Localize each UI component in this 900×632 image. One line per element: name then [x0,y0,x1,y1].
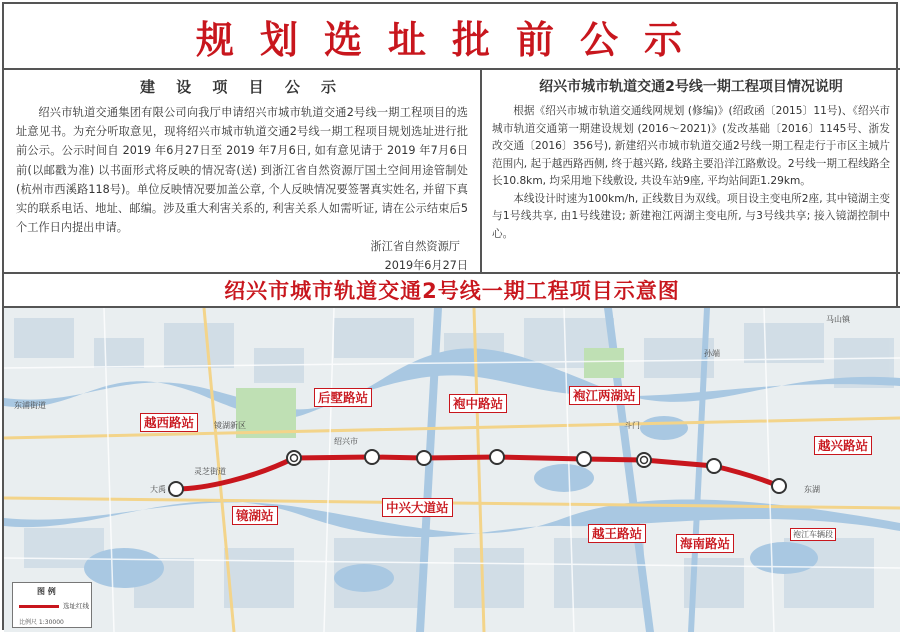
legend-title: 图 例 [37,587,56,596]
notice-org: 浙江省自然资源厅 [370,240,460,254]
notice-date: 2019年6月27日 [384,259,468,273]
station-label-jinghu: 镜湖站 [232,506,278,525]
place-depot: 袍江车辆段 [790,528,836,541]
place-dayu: 大禹 [150,485,166,494]
public-notice-panel [4,70,482,274]
map-canvas [4,308,900,632]
station-marker-paojiang [637,453,651,467]
legend-scale: 比例尺 1:30000 [19,619,64,626]
place-doumen: 斗门 [624,421,640,430]
station-marker-paozhong [490,450,504,464]
route-map [4,308,900,632]
legend-line-swatch [19,605,59,608]
place-sunduan: 孙端 [704,349,720,358]
station-label-hainan: 海南路站 [676,534,734,553]
notice-board [2,2,898,630]
station-label-yuewang: 越王路站 [588,524,646,543]
station-label-houshu: 后墅路站 [314,388,372,407]
notice-heading: 建 设 项 目 公 示 [139,78,345,96]
place-mashan: 马山镇 [826,315,850,324]
station-marker-zhongxing [417,451,431,465]
map-legend [12,582,92,628]
station-label-paojiang: 袍江两湖站 [569,386,640,405]
station-marker-yuewang [577,452,591,466]
notice-body: 绍兴市轨道交通集团有限公司向我厅申请绍兴市城市轨道交通2号线一期工程项目的选址意见书。为充分听取意见，现将绍兴市城市轨道交通2号线一期工程项目规划选址进行批前公示。公示时间自 2019 年6月27日至 2019 年7月6日, 如有意见请于 2019 年7月6日前(以邮戳为准) 以书面形式将反映的情况寄(送) 到浙江省自然资源厅国土空间用途管制处 (杭州市西溪路118号)。单位反映情况要加盖公章, 个人反映情况要签署真实姓名, 并留下真实的联系电话、地址、邮编。涉及重大利害关系的, 利害关系人如需听证, 请在公示结束后5个工作日内提出申请。 [16,106,468,235]
place-lingzhi: 灵芝街道 [194,467,226,476]
legend-line-text: 选址红线 [63,602,89,610]
map-title: 绍兴市城市轨道交通2号线一期工程项目示意图 [4,274,900,308]
station-marker-yuexi [169,482,183,496]
place-shaoxing: 绍兴市 [334,437,358,446]
place-jinghu-new: 镜湖新区 [214,421,246,430]
place-donghu: 东湖 [804,485,820,494]
station-marker-jinghu [287,451,301,465]
place-dongpu: 东浦街道 [14,401,46,410]
station-label-paozhong: 袍中路站 [449,394,507,413]
station-marker-houshu [365,450,379,464]
station-label-zhongxing: 中兴大道站 [382,498,453,517]
station-label-yuexing: 越兴路站 [814,436,872,455]
project-para-2: 本线设计时速为100km/h, 正线数目为双线。项目设主变电所2座, 其中镜湖主变与1号线共享, 由1号线建设; 新建袍江两湖主变电所, 与3号线共享; 接入镜湖控制中心。 [492,192,890,240]
station-marker-yuexing [772,479,786,493]
station-marker-hainan [707,459,721,473]
project-para-1: 根据《绍兴市城市轨道交通线网规划 (修编)》(绍政函〔2015〕11号)、《绍兴市城市轨道交通第一期建设规划 (2016～2021)》(发改基础〔2016〕1145号、浙发改交通〔2016〕356号), 新建绍兴市城市轨道交通2号线一期工程走行于市区主城片范围内, 起于越西路西侧, 终于越兴路, 线路主要沿洋江路敷设。2号线一期工程线路全长10.8km, 均采用地下线敷设, 共设车站9座, 平均站间距1.29km。 [492,105,890,187]
page-title: 规划选址批前公示 [4,4,900,70]
project-heading: 绍兴市城市轨道交通2号线一期工程项目情况说明 [539,79,843,95]
project-description-panel [482,70,900,274]
station-label-yuexi: 越西路站 [140,413,198,432]
